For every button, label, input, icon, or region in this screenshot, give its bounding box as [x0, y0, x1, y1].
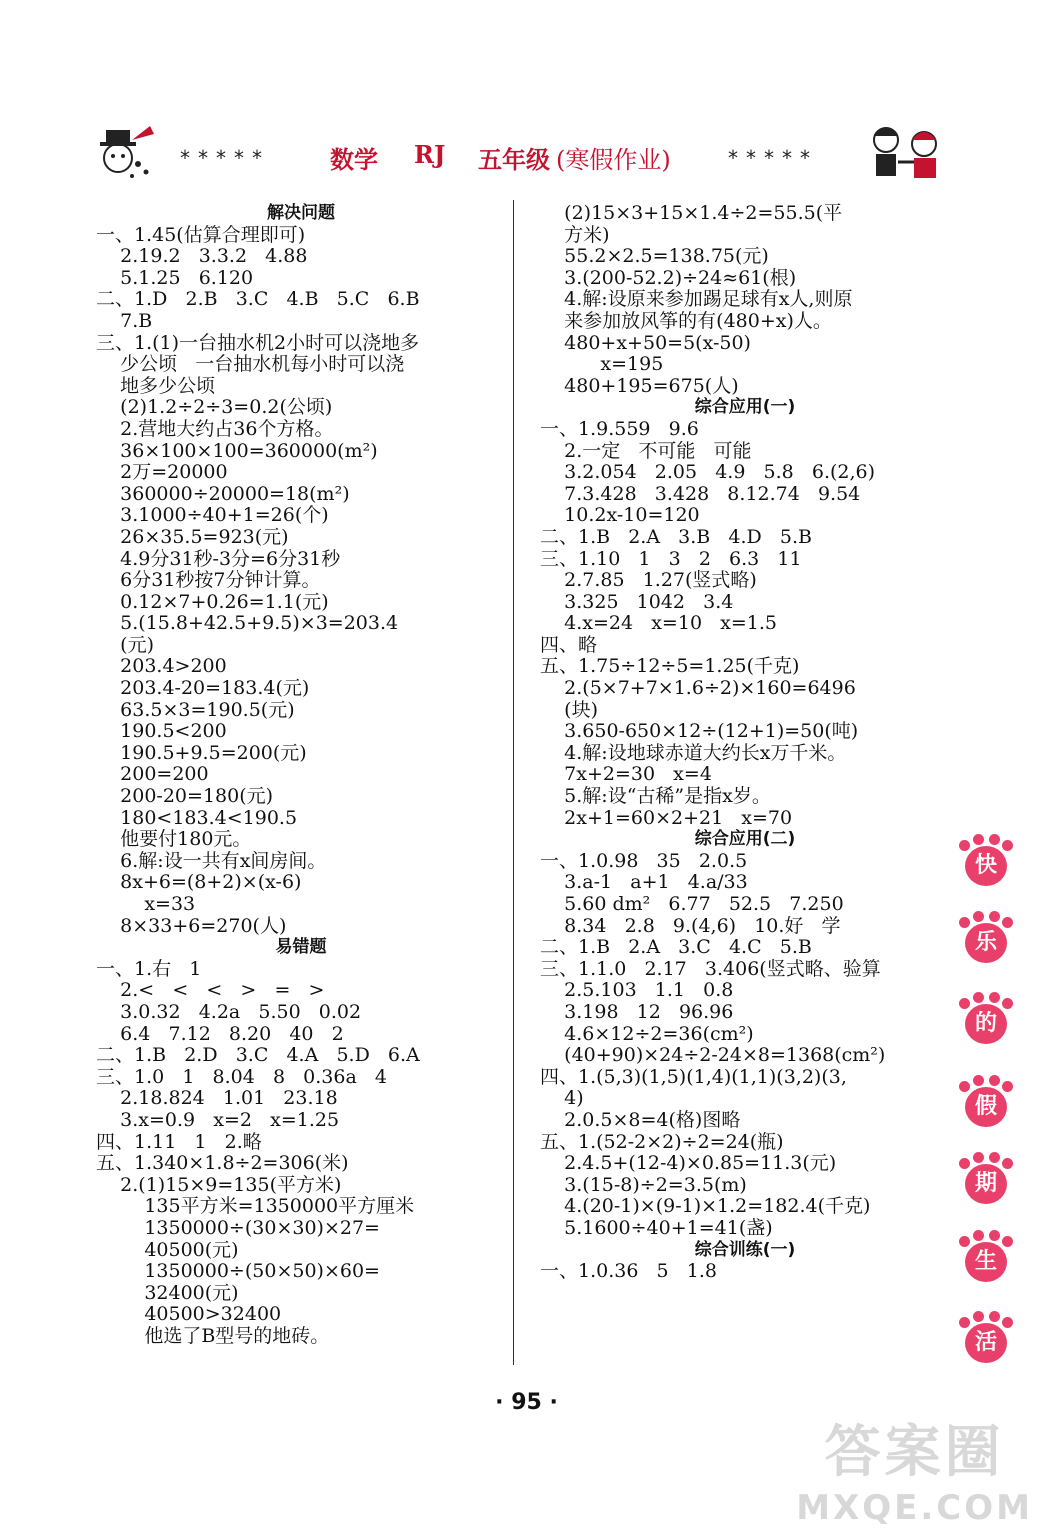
answer-line: 3.a-1 a+1 4.a/33: [540, 871, 748, 894]
answer-line: 7x+2=30 x=4: [540, 763, 712, 786]
side-label-badge: [955, 911, 1017, 973]
paw-dot: [973, 834, 984, 845]
answer-line: 4.x=24 x=10 x=1.5: [540, 612, 777, 635]
snowman-cartoon-icon: [88, 118, 168, 188]
answer-column-right: [540, 203, 950, 1283]
header-stars-left: *****: [180, 146, 270, 170]
answer-line: 5.(15.8+42.5+9.5)×3=203.4: [96, 612, 399, 635]
answer-line: 他选了B型号的地砖。: [96, 1324, 330, 1347]
header-grade: 五年级: [478, 145, 550, 174]
side-label-char: 生: [974, 1249, 997, 1274]
side-label-char: 乐: [974, 930, 997, 955]
answer-line: 一、1.右 1: [96, 957, 202, 980]
answer-line: 3.(200-52.2)÷24≈61(根): [540, 266, 797, 289]
answer-line: 8.34 2.8 9.(4,6) 10.好 学: [540, 914, 841, 937]
answer-line: 五、1.(52-2×2)÷2=24(瓶): [540, 1130, 784, 1153]
paw-dot: [989, 1230, 1000, 1241]
answer-line: 4.6×12÷2=36(cm²): [540, 1022, 754, 1045]
answer-line: 3.2.054 2.05 4.9 5.8 6.(2,6): [540, 461, 876, 484]
answer-line: 200-20=180(元): [96, 785, 274, 808]
answer-line: 四、1.11 1 2.略: [96, 1130, 262, 1153]
paw-dot: [973, 1230, 984, 1241]
answer-line: x=195: [540, 353, 664, 376]
answer-line: 4): [540, 1087, 584, 1110]
paw-dot: [989, 834, 1000, 845]
answer-line: 40500(元): [96, 1238, 239, 1261]
answer-line: 四、略: [540, 633, 598, 656]
answer-line: 8×33+6=270(人): [96, 914, 287, 937]
answer-line: 2.(5×7+7×1.6÷2)×160=6496: [540, 677, 856, 700]
answer-line: 一、1.0.98 35 2.0.5: [540, 849, 748, 872]
answer-line: 36×100×100=360000(m²): [96, 439, 378, 462]
answer-line: 3.650-650×12÷(12+1)=50(吨): [540, 720, 859, 743]
answer-line: 8x+6=(8+2)×(x-6): [96, 871, 302, 894]
paw-dot: [989, 1075, 1000, 1086]
answer-line: 方米): [540, 223, 610, 246]
answer-line: 0.12×7+0.26=1.1(元): [96, 590, 329, 613]
answer-line: 2.7.85 1.27(竖式略): [540, 569, 757, 592]
answer-line: 3.1000÷40+1=26(个): [96, 504, 329, 527]
watermark-line1: 答案圈: [824, 1420, 1005, 1485]
answer-line: 一、1.0.36 5 1.8: [540, 1260, 717, 1283]
answer-line: 2万=20000: [96, 461, 228, 484]
answer-line: 来参加放风筝的有(480+x)人。: [540, 309, 832, 332]
answer-line: x=33: [96, 893, 196, 915]
answer-line: 三、1.0 1 8.04 8 0.36a 4: [96, 1065, 388, 1088]
answer-line: 55.2×2.5=138.75(元): [540, 245, 769, 268]
answer-line: 180<183.4<190.5: [96, 806, 298, 829]
answer-line: 他要付180元。: [96, 828, 252, 851]
answer-line: (40+90)×24÷2-24×8=1368(cm²): [540, 1044, 886, 1067]
side-label-char: 的: [974, 1011, 997, 1036]
answer-line: 5.1.25 6.120: [96, 266, 254, 289]
answer-line: 3.198 12 96.96: [540, 1000, 734, 1023]
answer-line: 3.0.32 4.2a 5.50 0.02: [96, 1000, 362, 1023]
answer-line: 7.3.428 3.428 8.12.74 9.54: [540, 482, 861, 505]
answer-line: 3.(15-8)÷2=3.5(m): [540, 1173, 747, 1196]
side-label-badge: [955, 1311, 1017, 1373]
header-type: (寒假作业): [556, 146, 671, 174]
side-label-badge: [955, 1075, 1017, 1137]
answer-line: 2.0.5×8=4(格)图略: [540, 1108, 741, 1131]
answer-line: 少公顷 一台抽水机每小时可以浇: [96, 353, 405, 376]
paw-dot: [989, 1311, 1000, 1322]
children-cartoon-icon: [858, 116, 953, 188]
side-label-badge: [955, 992, 1017, 1054]
answer-line: 4.9分31秒-3分=6分31秒: [96, 547, 341, 570]
answer-line: 五、1.75÷12÷5=1.25(千克): [540, 655, 800, 678]
paw-dot: [989, 911, 1000, 922]
answer-line: 地多少公顷: [96, 374, 216, 397]
answer-line: (2)1.2÷2÷3=0.2(公顷): [96, 396, 333, 419]
answer-line: 5.60 dm² 6.77 52.5 7.250: [540, 893, 844, 915]
watermark: [796, 1408, 1033, 1528]
answer-line: 一、1.9.559 9.6: [540, 417, 699, 440]
answer-line: 5.1600÷40+1=41(盏): [540, 1216, 773, 1239]
answer-line: (2)15×3+15×1.4÷2=55.5(平: [540, 202, 843, 224]
answer-line: 2.营地大约占36个方格。: [96, 417, 334, 440]
answer-line: 2x+1=60×2+21 x=70: [540, 806, 793, 829]
header-stars-right: *****: [728, 146, 818, 170]
answer-line: 135平方米=1350000平方厘米: [96, 1195, 415, 1218]
side-label-char: 活: [974, 1330, 997, 1355]
answer-column-left: [96, 203, 506, 1347]
answer-line: 480+x+50=5(x-50): [540, 331, 751, 354]
answer-line: 三、1.(1)一台抽水机2小时可以浇地多: [96, 331, 420, 354]
side-label-char: 快: [974, 853, 997, 878]
answer-line: 2.< < < > = >: [96, 979, 325, 1002]
section-heading: 解决问题: [267, 203, 335, 223]
page-header: [0, 138, 1053, 178]
page-number: · 95 ·: [495, 1390, 558, 1415]
answer-line: 1350000÷(50×50)×60=: [96, 1260, 380, 1283]
answer-line: 2.一定 不可能 可能: [540, 439, 752, 462]
answer-line: 6分31秒按7分钟计算。: [96, 569, 321, 592]
answer-line: 360000÷20000=18(m²): [96, 482, 350, 505]
answer-line: 6.4 7.12 8.20 40 2: [96, 1022, 344, 1045]
answer-line: 26×35.5=923(元): [96, 525, 289, 548]
answer-line: 二、1.B 2.A 3.B 4.D 5.B: [540, 525, 812, 548]
section-heading: 综合应用(二): [694, 829, 796, 850]
answer-line: (元): [96, 633, 154, 656]
paw-dot: [973, 1152, 984, 1163]
answer-line: 2.(1)15×9=135(平方米): [96, 1173, 342, 1196]
paw-dot: [973, 992, 984, 1003]
answer-line: 10.2x-10=120: [540, 504, 700, 527]
answer-line: 四、1.(5,3)(1,5)(1,4)(1,1)(3,2)(3,: [540, 1065, 847, 1088]
watermark-line2: MXQE.COM: [796, 1488, 1033, 1528]
section-heading: 易错题: [275, 937, 327, 958]
answer-line: 1350000÷(30×30)×27=: [96, 1216, 380, 1239]
answer-line: 480+195=675(人): [540, 374, 739, 397]
answer-line: 2.4.5+(12-4)×0.85=11.3(元): [540, 1152, 837, 1175]
side-label-char: 期: [974, 1171, 997, 1196]
answer-line: 二、1.B 2.A 3.C 4.C 5.B: [540, 936, 812, 959]
answer-line: 203.4>200: [96, 655, 227, 678]
answer-line: 4.解:设原来参加踢足球有x人,则原: [540, 288, 853, 311]
column-divider: [513, 200, 514, 1365]
answer-line: 三、1.10 1 3 2 6.3 11: [540, 547, 802, 570]
answer-line: 203.4-20=183.4(元): [96, 677, 310, 700]
answer-line: 二、1.B 2.D 3.C 4.A 5.D 6.A: [96, 1044, 420, 1067]
paw-dot: [973, 1311, 984, 1322]
answer-line: 6.解:设一共有x间房间。: [96, 849, 327, 872]
answer-line: 7.B: [96, 309, 153, 332]
answer-line: 32400(元): [96, 1281, 239, 1304]
paw-dot: [973, 1075, 984, 1086]
answer-line: 2.19.2 3.3.2 4.88: [96, 245, 308, 268]
answer-line: (块): [540, 698, 598, 721]
paw-dot: [989, 992, 1000, 1003]
answer-line: 2.18.824 1.01 23.18: [96, 1087, 338, 1110]
header-edition: RJ: [414, 140, 446, 169]
answer-line: 5.解:设“古稀”是指x岁。: [540, 785, 771, 808]
answer-line: 五、1.340×1.8÷2=306(米): [96, 1152, 349, 1175]
answer-line: 一、1.45(估算合理即可): [96, 223, 306, 246]
paw-dot: [989, 1152, 1000, 1163]
answer-line: 200=200: [96, 763, 209, 786]
answer-line: 4.解:设地球赤道大约长x万千米。: [540, 741, 847, 764]
side-label-badge: [955, 834, 1017, 896]
side-label-badge: [955, 1230, 1017, 1292]
answer-line: 二、1.D 2.B 3.C 4.B 5.C 6.B: [96, 288, 420, 311]
header-subject: 数学: [330, 145, 378, 174]
paw-dot: [973, 911, 984, 922]
section-heading: 综合训练(一): [694, 1239, 796, 1260]
section-heading: 综合应用(一): [694, 397, 796, 418]
answer-line: 63.5×3=190.5(元): [96, 698, 295, 721]
answer-line: 4.(20-1)×(9-1)×1.2=182.4(千克): [540, 1195, 871, 1218]
answer-line: 三、1.1.0 2.17 3.406(竖式略、验算: [540, 957, 881, 980]
answer-line: 190.5<200: [96, 720, 227, 743]
side-label-badge: [955, 1152, 1017, 1214]
side-label-char: 假: [974, 1094, 997, 1119]
answer-line: 2.5.103 1.1 0.8: [540, 979, 734, 1002]
answer-line: 40500>32400: [96, 1303, 282, 1326]
answer-line: 3.325 1042 3.4: [540, 590, 734, 613]
answer-line: 190.5+9.5=200(元): [96, 741, 307, 764]
answer-line: 3.x=0.9 x=2 x=1.25: [96, 1108, 340, 1131]
